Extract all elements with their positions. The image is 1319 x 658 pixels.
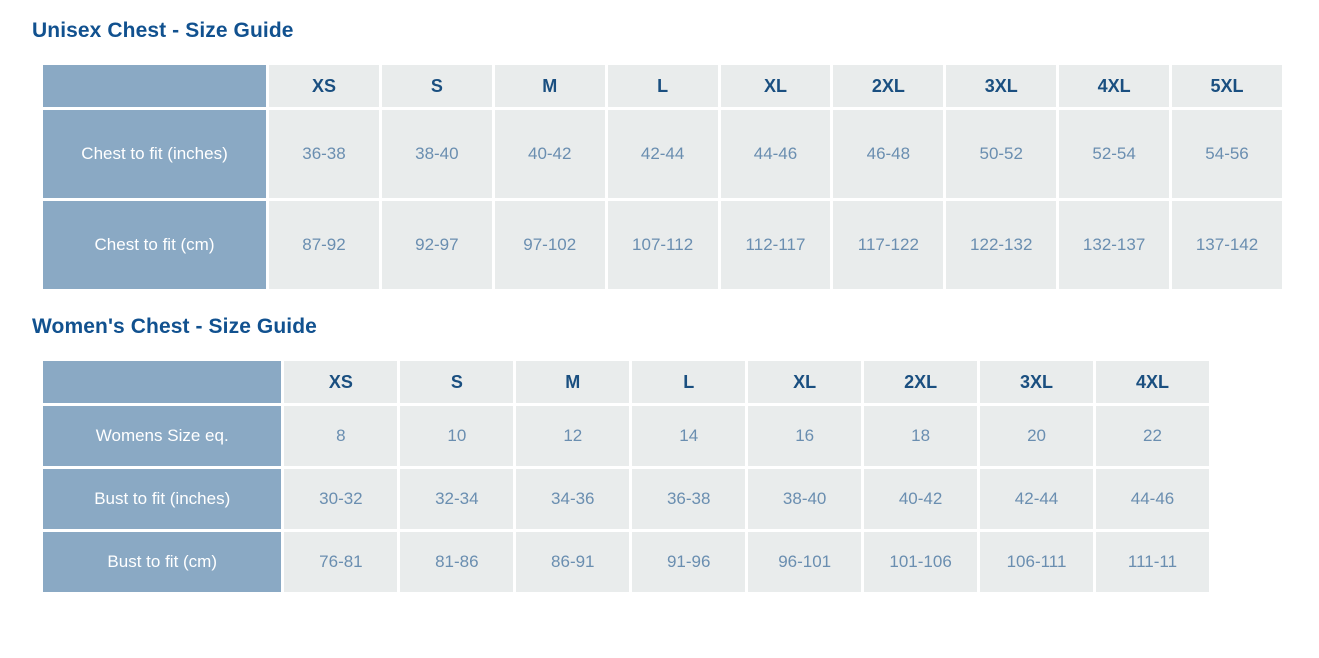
cell-chest-cm-2xl: 117-122 (833, 201, 943, 289)
cell-chest-inches-s: 38-40 (382, 110, 492, 198)
column-header-l: L (608, 65, 718, 107)
table-row (43, 110, 1282, 198)
cell-chest-inches-2xl: 46-48 (833, 110, 943, 198)
unisex-table-head (43, 65, 1282, 107)
column-header-3xl: 3XL (946, 65, 1056, 107)
cell-chest-inches-3xl: 50-52 (946, 110, 1056, 198)
cell-bust-inches-xs: 30-32 (284, 469, 397, 529)
cell-chest-inches-5xl: 54-56 (1172, 110, 1282, 198)
cell-chest-inches-l: 42-44 (608, 110, 718, 198)
column-header-xl: XL (721, 65, 831, 107)
column-header-xs: XS (269, 65, 379, 107)
cell-bust-cm-m: 86-91 (516, 532, 629, 592)
table-row (43, 532, 1209, 592)
column-header-m: M (516, 361, 629, 403)
column-header-xl: XL (748, 361, 861, 403)
column-header-4xl: 4XL (1096, 361, 1209, 403)
cell-bust-inches-s: 32-34 (400, 469, 513, 529)
table-row (43, 469, 1209, 529)
column-header-xs: XS (284, 361, 397, 403)
row-label-chest-cm: Chest to fit (cm) (43, 201, 266, 289)
page-title-womens: Women's Chest - Size Guide (32, 315, 317, 338)
cell-womens-size-2xl: 18 (864, 406, 977, 466)
cell-chest-cm-s: 92-97 (382, 201, 492, 289)
cell-womens-size-4xl: 22 (1096, 406, 1209, 466)
column-header-s: S (382, 65, 492, 107)
cell-bust-cm-4xl: 111-11 (1096, 532, 1209, 592)
table-row (43, 406, 1209, 466)
row-label-chest-inches: Chest to fit (inches) (43, 110, 266, 198)
cell-bust-inches-l: 36-38 (632, 469, 745, 529)
cell-bust-cm-s: 81-86 (400, 532, 513, 592)
cell-chest-cm-l: 107-112 (608, 201, 718, 289)
column-header-l: L (632, 361, 745, 403)
cell-womens-size-xs: 8 (284, 406, 397, 466)
column-header-5xl: 5XL (1172, 65, 1282, 107)
cell-chest-cm-xl: 112-117 (721, 201, 831, 289)
column-header-2xl: 2XL (833, 65, 943, 107)
cell-bust-cm-3xl: 106-111 (980, 532, 1093, 592)
column-header-3xl: 3XL (980, 361, 1093, 403)
cell-chest-inches-4xl: 52-54 (1059, 110, 1169, 198)
unisex-table-wrapper (40, 62, 1319, 292)
cell-bust-inches-2xl: 40-42 (864, 469, 977, 529)
row-label-bust-inches: Bust to fit (inches) (43, 469, 281, 529)
unisex-size-table (40, 62, 1285, 292)
cell-chest-cm-4xl: 132-137 (1059, 201, 1169, 289)
cell-womens-size-xl: 16 (748, 406, 861, 466)
womens-size-table (40, 358, 1212, 595)
cell-bust-cm-xs: 76-81 (284, 532, 397, 592)
cell-bust-inches-3xl: 42-44 (980, 469, 1093, 529)
unisex-table-body (43, 110, 1282, 289)
cell-chest-cm-5xl: 137-142 (1172, 201, 1282, 289)
corner-cell (43, 361, 281, 403)
row-label-womens-size-eq: Womens Size eq. (43, 406, 281, 466)
column-header-2xl: 2XL (864, 361, 977, 403)
table-header-row (43, 361, 1209, 403)
cell-bust-cm-l: 91-96 (632, 532, 745, 592)
cell-chest-inches-xl: 44-46 (721, 110, 831, 198)
page-title-unisex: Unisex Chest - Size Guide (32, 19, 294, 42)
cell-womens-size-m: 12 (516, 406, 629, 466)
cell-womens-size-3xl: 20 (980, 406, 1093, 466)
corner-cell (43, 65, 266, 107)
row-label-bust-cm: Bust to fit (cm) (43, 532, 281, 592)
column-header-4xl: 4XL (1059, 65, 1169, 107)
cell-womens-size-s: 10 (400, 406, 513, 466)
cell-chest-inches-xs: 36-38 (269, 110, 379, 198)
womens-table-wrapper (40, 358, 1319, 595)
column-header-s: S (400, 361, 513, 403)
cell-chest-cm-m: 97-102 (495, 201, 605, 289)
cell-bust-inches-m: 34-36 (516, 469, 629, 529)
cell-womens-size-l: 14 (632, 406, 745, 466)
table-row (43, 201, 1282, 289)
cell-chest-inches-m: 40-42 (495, 110, 605, 198)
womens-table-body (43, 406, 1209, 592)
column-header-m: M (495, 65, 605, 107)
table-header-row (43, 65, 1282, 107)
section-spacer (0, 292, 1319, 310)
cell-bust-cm-xl: 96-101 (748, 532, 861, 592)
cell-chest-cm-3xl: 122-132 (946, 201, 1056, 289)
womens-size-guide-section (0, 310, 1319, 595)
cell-bust-inches-4xl: 44-46 (1096, 469, 1209, 529)
womens-table-head (43, 361, 1209, 403)
cell-bust-inches-xl: 38-40 (748, 469, 861, 529)
unisex-size-guide-section (0, 14, 1319, 292)
cell-bust-cm-2xl: 101-106 (864, 532, 977, 592)
cell-chest-cm-xs: 87-92 (269, 201, 379, 289)
